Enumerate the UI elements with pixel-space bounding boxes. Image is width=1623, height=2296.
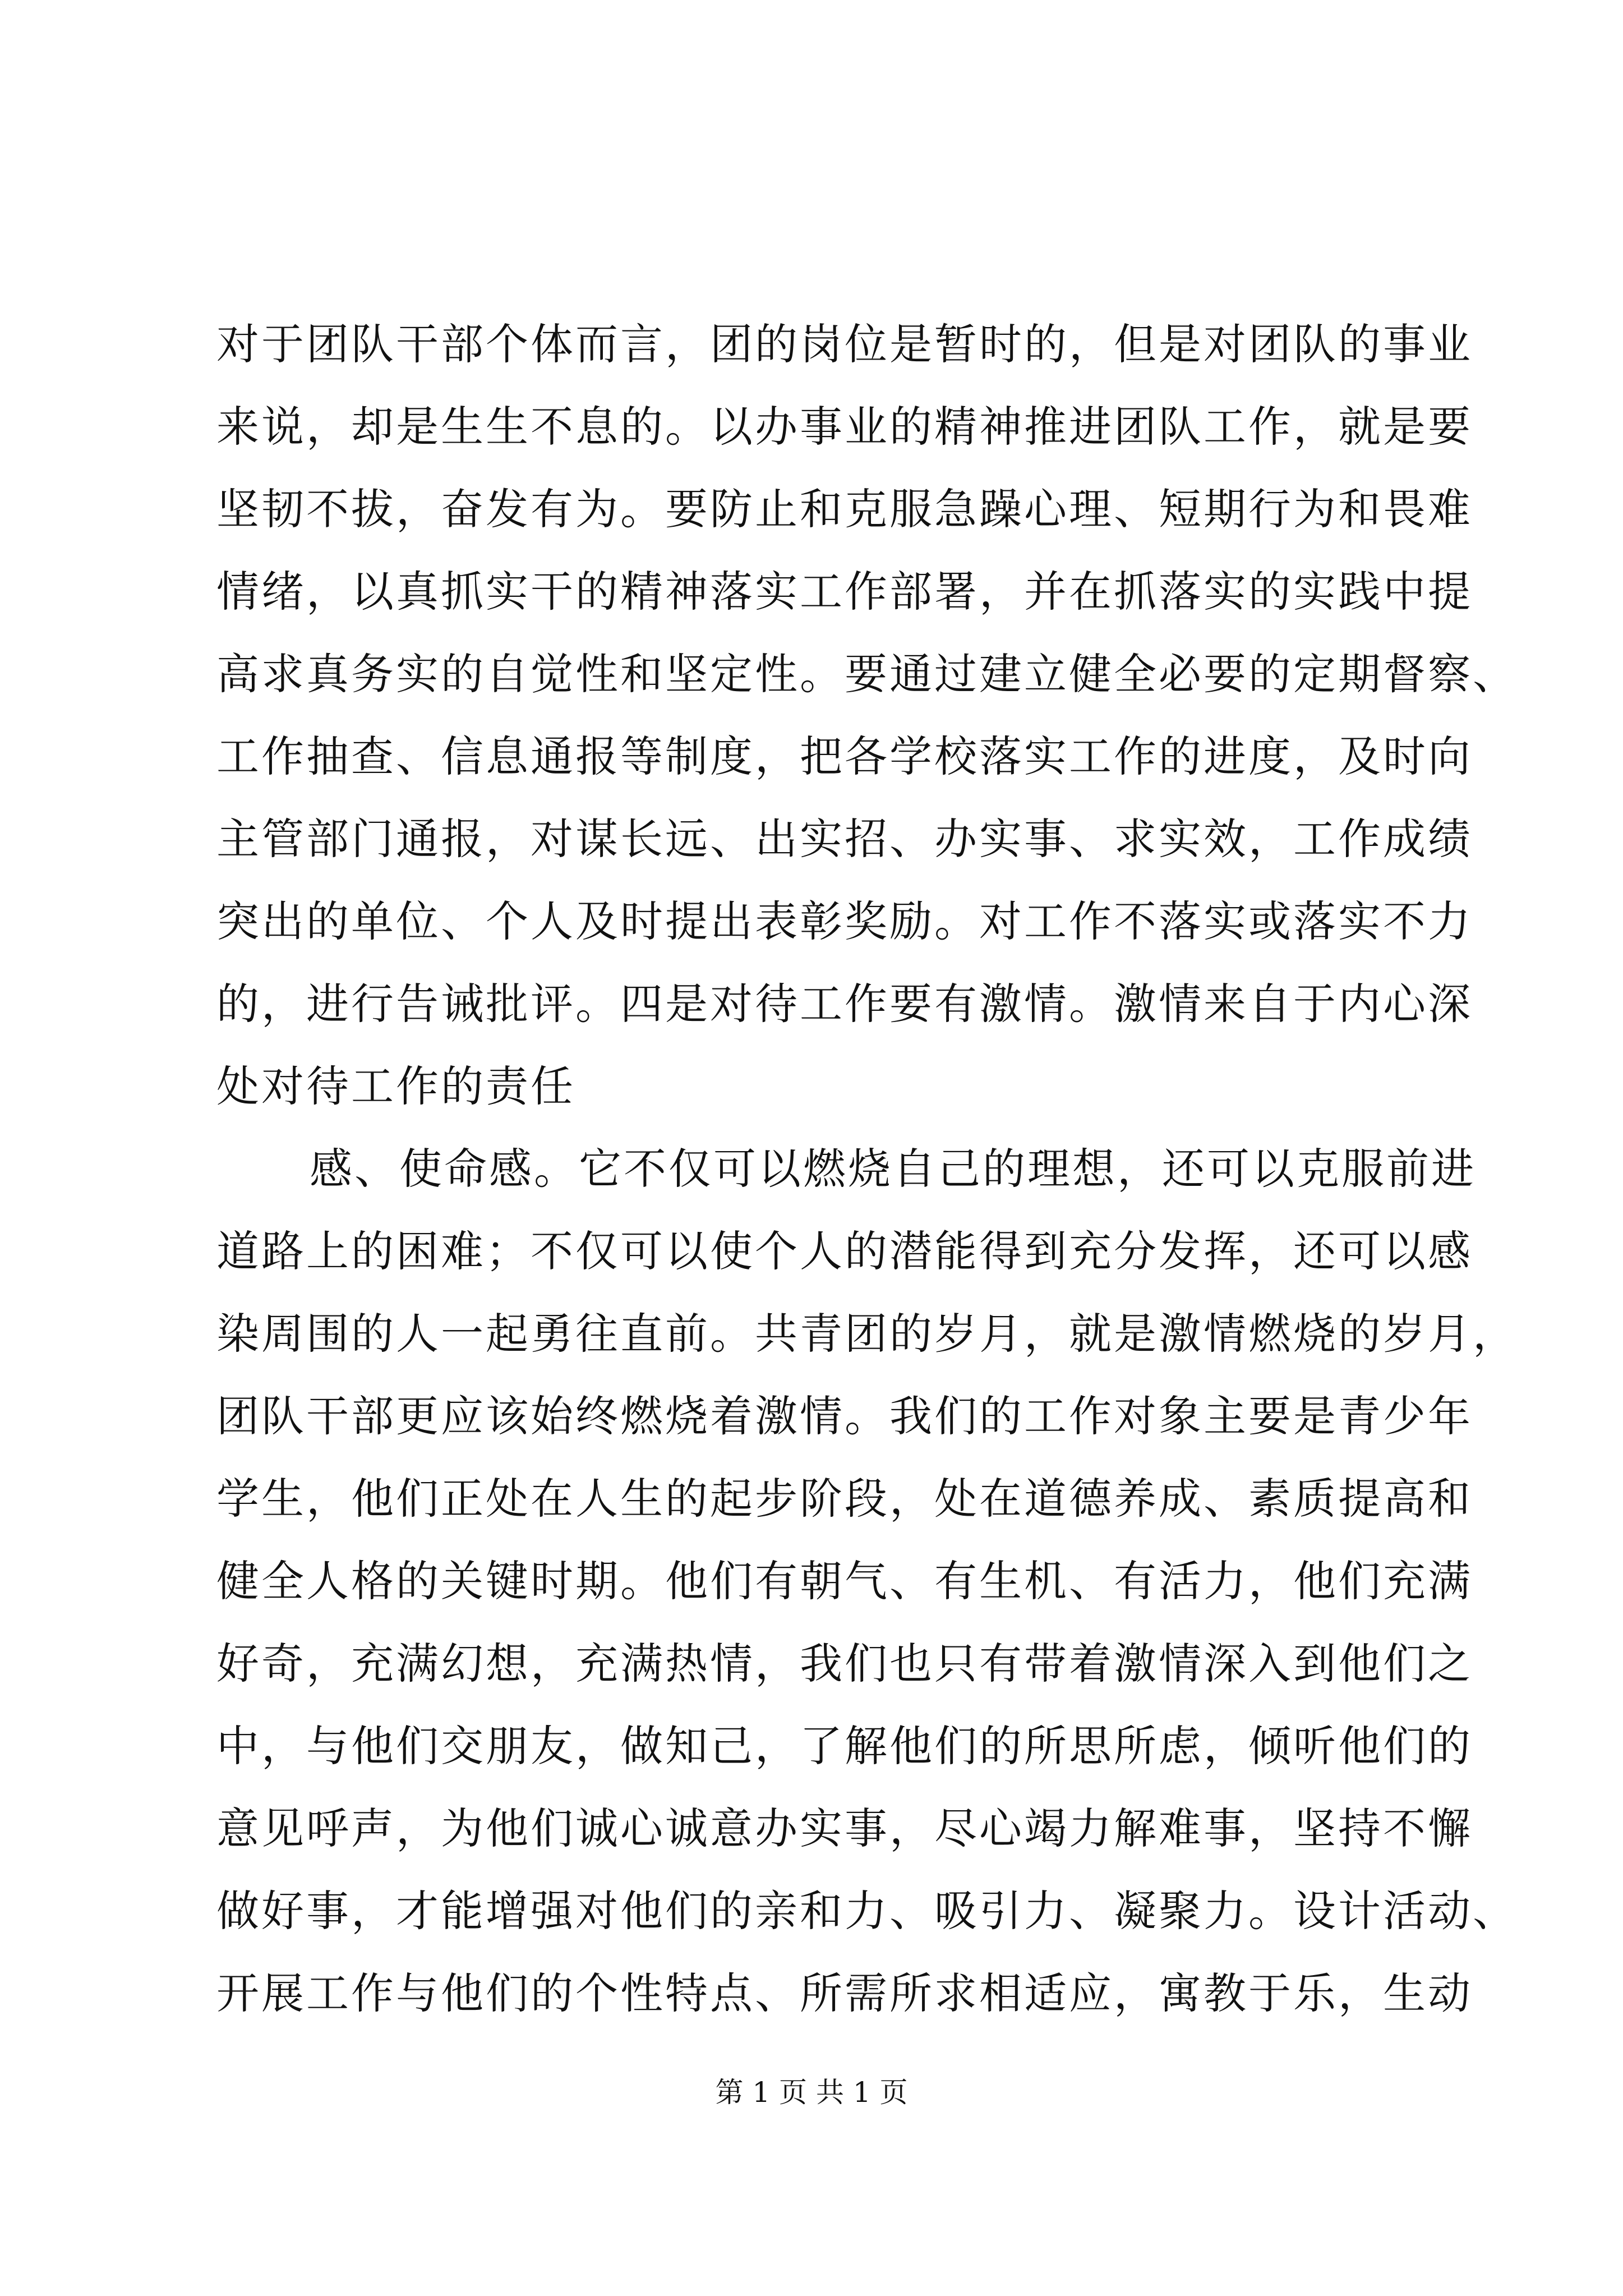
text-line: 处对待工作的责任: [216, 1061, 575, 1111]
text-line: 来说，却是生生不息的。以办事业的精神推进团队工作，就是要: [216, 402, 1473, 452]
page-footer: 第 1 页 共 1 页: [715, 2076, 908, 2109]
text-line: 情绪，以真抓实干的精神落实工作部署，并在抓落实的实践中提: [216, 567, 1473, 616]
text-line: 主管部门通报，对谋长远、出实招、办实事、求实效，工作成绩: [216, 814, 1473, 864]
text-line: 对于团队干部个体而言，团的岗位是暂时的，但是对团队的事业: [216, 319, 1473, 369]
text-line: 好奇，充满幻想，充满热情，我们也只有带着激情深入到他们之: [216, 1639, 1473, 1688]
text-line: 工作抽查、信息通报等制度，把各学校落实工作的进度，及时向: [216, 731, 1473, 781]
text-line: 意见呼声，为他们诚心诚意办实事，尽心竭力解难事，坚持不懈: [216, 1803, 1473, 1853]
text-line: 开展工作与他们的个性特点、所需所求相适应，寓教于乐，生动: [216, 1968, 1473, 2018]
text-line: 高求真务实的自觉性和坚定性。要通过建立健全必要的定期督察、: [216, 649, 1518, 699]
text-line: 道路上的困难；不仅可以使个人的潜能得到充分发挥，还可以感: [216, 1226, 1473, 1276]
text-line: 中，与他们交朋友，做知己，了解他们的所思所虑，倾听他们的: [216, 1721, 1473, 1771]
text-line: 染周围的人一起勇往直前。共青团的岁月，就是激情燃烧的岁月，: [216, 1309, 1518, 1359]
text-line: 做好事，才能增强对他们的亲和力、吸引力、凝聚力。设计活动、: [216, 1886, 1518, 1936]
body-text: [216, 303, 1518, 2035]
text-line: 突出的单位、个人及时提出表彰奖励。对工作不落实或落实不力: [216, 896, 1473, 946]
text-line: 团队干部更应该始终燃烧着激情。我们的工作对象主要是青少年: [216, 1391, 1473, 1441]
text-line: 坚韧不拔，奋发有为。要防止和克服急躁心理、短期行为和畏难: [216, 484, 1473, 534]
text-line: 感、使命感。它不仅可以燃烧自己的理想，还可以克服前进: [310, 1144, 1476, 1194]
text-line: 健全人格的关键时期。他们有朝气、有生机、有活力，他们充满: [216, 1556, 1473, 1606]
text-line: 的，进行告诫批评。四是对待工作要有激情。激情来自于内心深: [216, 979, 1473, 1029]
text-line: 学生，他们正处在人生的起步阶段，处在道德养成、素质提高和: [216, 1474, 1473, 1524]
